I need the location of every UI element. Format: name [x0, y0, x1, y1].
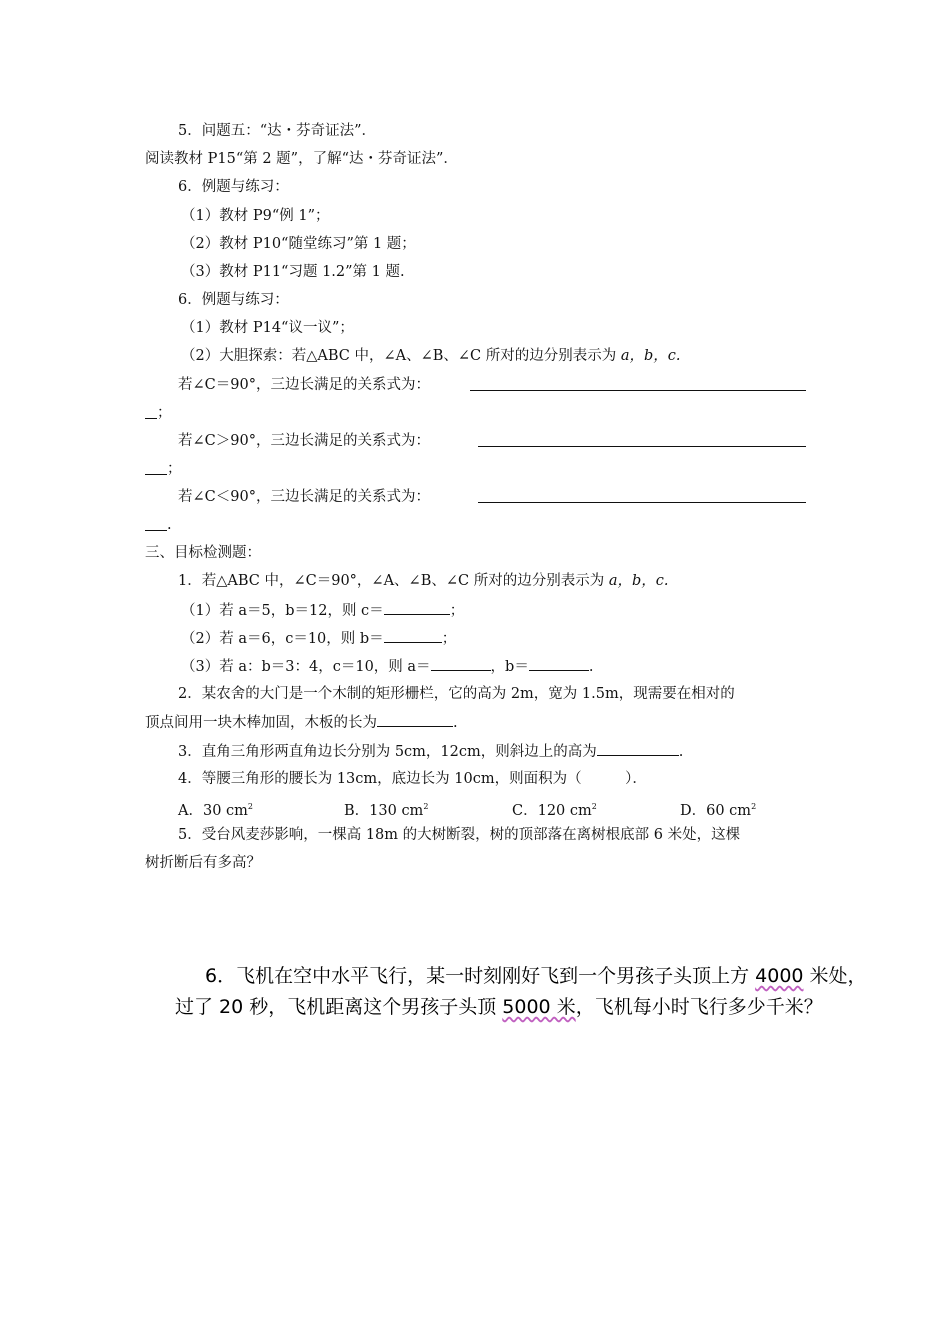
q6-line2: 过了 20 秒，飞机距离这个男孩子头顶 5000 米，飞机每小时飞行多少千米？ [175, 996, 823, 1018]
case1-answer-line-cont[interactable] [145, 418, 157, 419]
q5-line1: 5．受台风麦莎影响，一棵高 18m 的大树断裂，树的顶部落在离树根底部 6 米处，这棵 [178, 827, 741, 843]
q3-blank[interactable] [597, 741, 679, 756]
section6a-title: 6．例题与练习： [178, 179, 289, 195]
q2-line1: 2．某农舍的大门是一个木制的矩形栅栏，它的高为 2m，宽为 1.5m，现需要在相对的 [178, 686, 735, 702]
section6b-title: 6．例题与练习： [178, 292, 289, 308]
q4-option-d[interactable]: D．60 $cm^2$ [680, 802, 757, 819]
case1-tail: ； [157, 405, 172, 421]
case1-condition: 若∠C＝90°，三边长满足的关系式为： [178, 377, 430, 393]
case2-answer-line[interactable] [478, 446, 806, 447]
q4-stem: 4．等腰三角形的腰长为 13cm，底边长为 10cm，则面积为（ ）． [178, 771, 647, 787]
q1-sub2: （2）若 a＝6，c＝10，则 b＝ ； [181, 628, 456, 648]
q1-sub3-blank-b[interactable] [529, 656, 589, 671]
q3: 3．直角三角形两直角边长分别为 5cm，12cm，则斜边上的高为 . [178, 741, 683, 761]
part3-heading: 三、目标检测题： [145, 545, 261, 561]
case2-tail: ； [167, 461, 182, 477]
q4-option-b[interactable]: B．130 $cm^2$ [344, 802, 429, 819]
case3-answer-line-cont[interactable] [145, 530, 167, 531]
section6a-item-3: （3）教材 P11“习题 1.2”第 1 题. [181, 264, 405, 280]
case3-tail: . [167, 517, 172, 533]
section6b-item-2: （2）大胆探索：若△ABC 中，∠A、∠B、∠C 所对的边分别表示为 a，b，c. [181, 348, 681, 364]
case2-condition: 若∠C＞90°，三边长满足的关系式为： [178, 433, 430, 449]
q1-sub1-blank[interactable] [384, 600, 450, 615]
section6b-item-1: （1）教材 P14“议一议”； [181, 320, 354, 336]
q1-sub3-blank-a[interactable] [431, 656, 491, 671]
q2-blank[interactable] [377, 712, 453, 727]
section5-desc: 阅读教材 P15“第 2 题”，了解“达・芬奇证法”． [145, 151, 458, 167]
q1-sub3: （3）若 a：b＝3：4，c＝10，则 a＝ ，b＝ . [181, 656, 593, 676]
case3-condition: 若∠C＜90°，三边长满足的关系式为： [178, 489, 430, 505]
section5-title: 5．问题五：“达・芬奇证法”． [178, 123, 377, 139]
q4-option-a[interactable]: A．30 $cm^2$ [178, 802, 253, 819]
q6-line1: 6．飞机在空中水平飞行，某一时刻刚好飞到一个男孩子头顶上方 4000 米处， [205, 965, 867, 987]
q4-option-c[interactable]: C．120 $cm^2$ [512, 802, 597, 819]
q5-line2: 树折断后有多高？ [145, 855, 261, 871]
q2-line2: 顶点间用一块木棒加固，木板的长为 . [145, 712, 458, 732]
q1-sub1: （1）若 a＝5，b＝12，则 c＝ ； [181, 600, 464, 620]
q1-sub2-blank[interactable] [384, 628, 442, 643]
section6a-item-2: （2）教材 P10“随堂练习”第 1 题； [181, 236, 416, 252]
case2-answer-line-cont[interactable] [145, 474, 167, 475]
q1-stem: 1．若△ABC 中，∠C＝90°，∠A、∠B、∠C 所对的边分别表示为 a，b，c. [178, 573, 669, 589]
section6a-item-1: （1）教材 P9“例 1”； [181, 208, 330, 224]
case3-answer-line[interactable] [478, 502, 806, 503]
case1-answer-line[interactable] [470, 390, 806, 391]
